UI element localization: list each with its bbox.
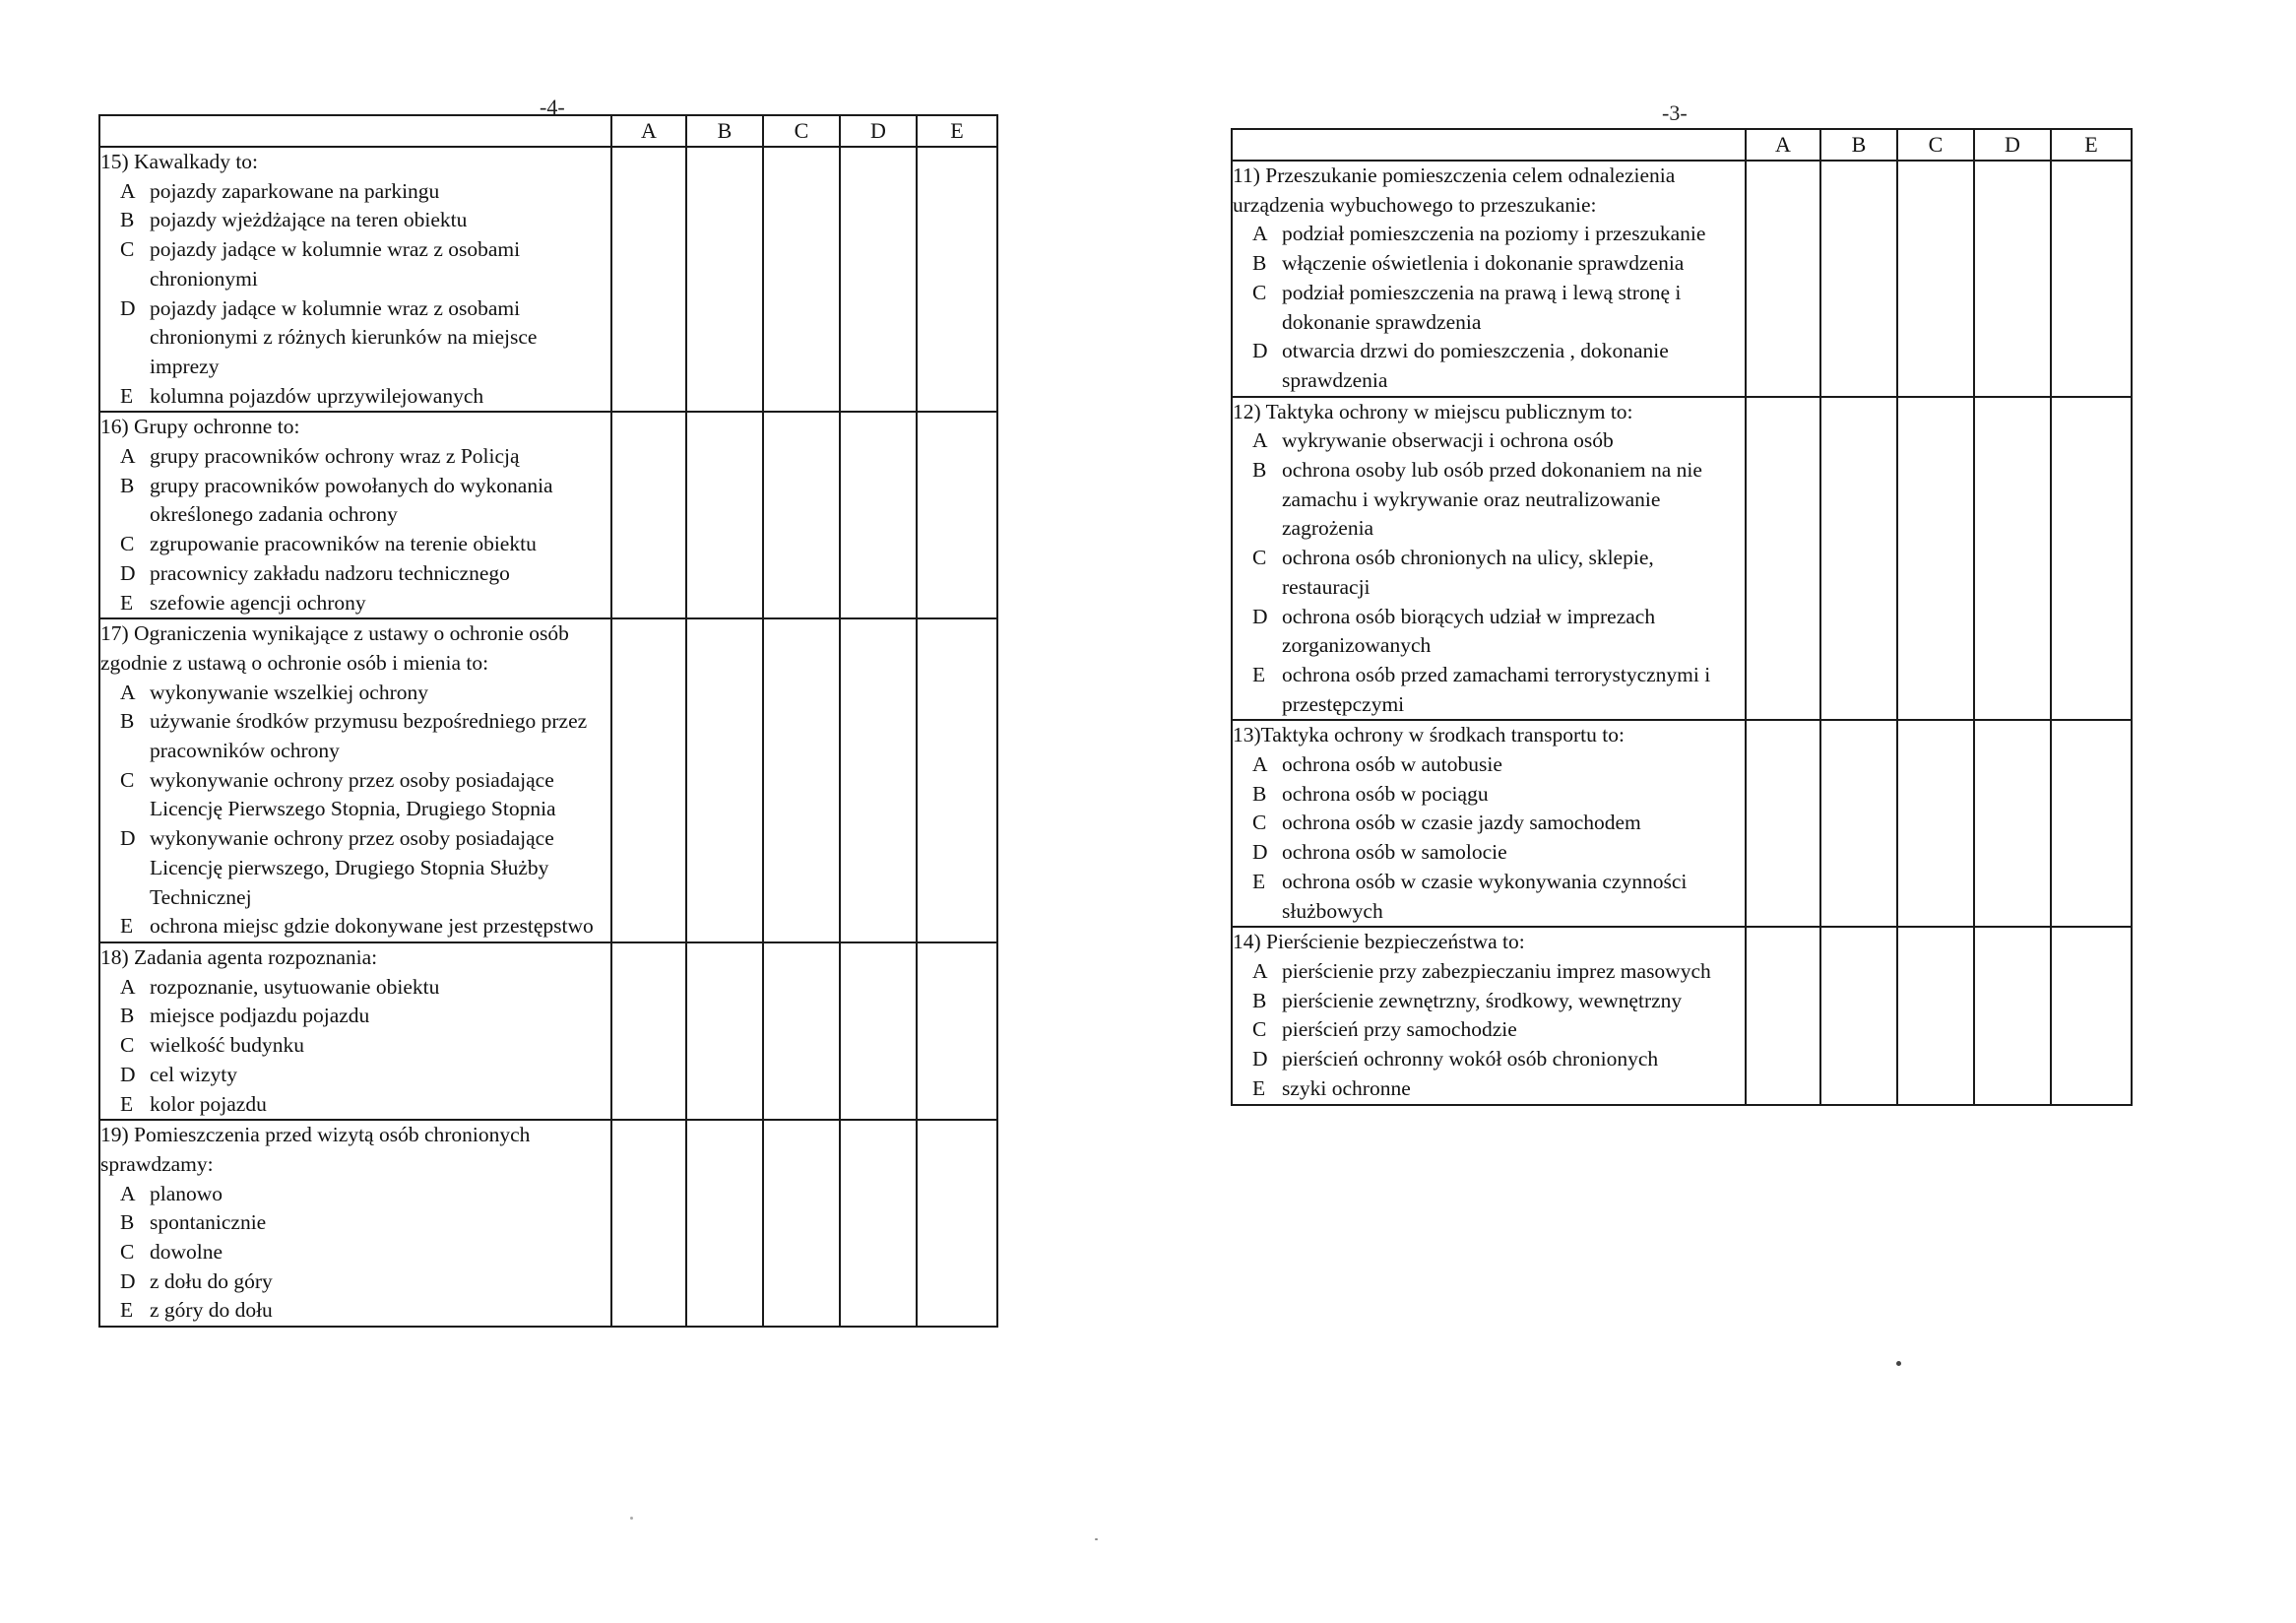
answer-box-d[interactable] [1974, 161, 2051, 397]
option-text: szefowie agencji ochrony [150, 590, 366, 615]
option-letter: E [1252, 662, 1266, 686]
option-text: pierścień przy samochodzie [1282, 1017, 1517, 1042]
option-letter: A [120, 680, 136, 704]
answer-option [100, 177, 610, 207]
option-letter: C [120, 767, 135, 792]
option-text: włączenie oświetlenia i dokonanie sprawdzenia [1282, 251, 1685, 276]
answer-box-a[interactable] [1746, 720, 1820, 927]
answer-option [100, 206, 610, 235]
option-text: pierścienie zewnętrzny, środkowy, wewnętrzny [1282, 988, 1683, 1012]
answer-option [100, 1002, 610, 1031]
answer-box-c[interactable] [763, 942, 840, 1120]
header-blank [1232, 129, 1746, 161]
answer-box-b[interactable] [686, 942, 763, 1120]
answer-option [100, 382, 610, 412]
option-letter: A [120, 178, 136, 203]
option-text: grupy pracowników ochrony wraz z Policją [150, 444, 520, 469]
answer-box-a[interactable] [611, 618, 686, 942]
option-letter: E [120, 1091, 134, 1116]
option-text: pojazdy jadące w kolumnie wraz z osobami chronionymi [150, 237, 521, 291]
option-text: wykonywanie wszelkiej ochrony [150, 680, 429, 704]
option-letter: A [1252, 428, 1268, 453]
option-letter: C [1252, 1017, 1267, 1042]
option-letter: C [120, 1240, 135, 1265]
answer-box-d[interactable] [1974, 720, 2051, 927]
question-cell [99, 618, 611, 942]
question-cell [99, 147, 611, 412]
option-letter: B [1252, 458, 1267, 483]
option-text: używanie środków przymusu bezpośredniego przez pracowników ochrony [150, 709, 588, 763]
answer-option [1233, 957, 1745, 987]
answer-option [100, 1031, 610, 1061]
answer-box-c[interactable] [763, 618, 840, 942]
option-letter: E [1252, 869, 1266, 893]
option-letter: C [120, 532, 135, 556]
question-title: 14) Pierścienie bezpieczeństwa to: [1233, 930, 1525, 954]
answer-box-e[interactable] [2051, 161, 2132, 397]
option-letter: B [120, 208, 135, 232]
answer-option [1233, 987, 1745, 1016]
answer-box-b[interactable] [1820, 161, 1897, 397]
question-cell [1232, 161, 1746, 397]
option-text: ochrona miejsc gdzie dokonywane jest przestępstwo [150, 914, 594, 939]
scan-speck [630, 1517, 633, 1520]
answer-box-c[interactable] [763, 1120, 840, 1327]
option-letter: B [120, 473, 135, 497]
column-header-b: B [686, 115, 763, 147]
answer-option [100, 235, 610, 293]
answer-box-d[interactable] [840, 412, 917, 618]
answer-option [100, 1238, 610, 1267]
answer-box-a[interactable] [1746, 927, 1820, 1104]
question-row [1232, 161, 2132, 397]
column-header-d: D [1974, 129, 2051, 161]
answer-option [100, 472, 610, 530]
answer-box-d[interactable] [840, 1120, 917, 1327]
scan-speck [1896, 1361, 1901, 1366]
answer-option [1233, 1074, 1745, 1104]
answer-box-d[interactable] [840, 618, 917, 942]
option-letter: E [120, 590, 134, 615]
option-letter: E [120, 383, 134, 408]
column-header-a: A [1746, 129, 1820, 161]
option-letter: B [120, 1210, 135, 1235]
option-letter: D [120, 295, 136, 320]
answer-box-e[interactable] [2051, 720, 2132, 927]
answer-option [100, 294, 610, 382]
option-text: pojazdy wjeżdżające na teren obiektu [150, 208, 468, 232]
option-letter: D [120, 1268, 136, 1293]
answer-option [1233, 456, 1745, 544]
option-text: szyki ochronne [1282, 1075, 1411, 1100]
option-letter: C [120, 1033, 135, 1058]
question-row [1232, 397, 2132, 721]
option-text: podział pomieszczenia na prawą i lewą stronę i dokonanie sprawdzenia [1282, 280, 1682, 334]
answer-box-b[interactable] [1820, 720, 1897, 927]
option-letter: E [120, 914, 134, 939]
question-cell [1232, 927, 1746, 1104]
option-letter: B [1252, 251, 1267, 276]
answer-box-b[interactable] [686, 412, 763, 618]
answer-table-right [1231, 128, 2133, 1106]
answer-option [1233, 426, 1745, 456]
column-header-e: E [917, 115, 997, 147]
option-text: ochrona osób biorących udział w imprezach zorganizowanych [1282, 604, 1656, 658]
option-text: wykrywanie obserwacji i ochrona osób [1282, 428, 1614, 453]
answer-option [1233, 750, 1745, 780]
answer-box-d[interactable] [840, 147, 917, 412]
option-letter: D [1252, 840, 1268, 865]
option-letter: A [1252, 222, 1268, 246]
answer-option [100, 707, 610, 765]
answer-box-a[interactable] [611, 412, 686, 618]
answer-box-c[interactable] [1897, 720, 1974, 927]
option-letter: D [120, 826, 136, 851]
answer-box-c[interactable] [1897, 927, 1974, 1104]
option-text: grupy pracowników powołanych do wykonania określonego zadania ochrony [150, 473, 553, 527]
answer-option [1233, 337, 1745, 395]
answer-option [100, 766, 610, 824]
answer-option [100, 559, 610, 589]
answer-box-a[interactable] [1746, 161, 1820, 397]
answer-option [1233, 544, 1745, 602]
answer-box-e[interactable] [917, 147, 997, 412]
question-row [99, 618, 997, 942]
answer-option [100, 1061, 610, 1090]
answer-option [1233, 220, 1745, 249]
answer-option [100, 1180, 610, 1209]
question-row [99, 412, 997, 618]
answer-option [1233, 780, 1745, 810]
option-letter: B [1252, 988, 1267, 1012]
answer-box-b[interactable] [686, 1120, 763, 1327]
answer-box-c[interactable] [1897, 397, 1974, 721]
option-text: pracownicy zakładu nadzoru technicznego [150, 560, 510, 585]
scan-speck [1095, 1538, 1098, 1540]
column-header-d: D [840, 115, 917, 147]
option-letter: E [120, 1298, 134, 1323]
answer-box-d[interactable] [1974, 397, 2051, 721]
column-header-e: E [2051, 129, 2132, 161]
page-number-right: -3- [1662, 100, 1688, 125]
option-letter: D [1252, 339, 1268, 363]
question-row [99, 147, 997, 412]
option-text: spontanicznie [150, 1210, 267, 1235]
answer-option [1233, 661, 1745, 719]
answer-option [100, 1296, 610, 1326]
option-letter: D [1252, 604, 1268, 628]
option-letter: B [120, 709, 135, 734]
option-text: ochrona osób w czasie jazdy samochodem [1282, 811, 1641, 835]
option-text: z góry do dołu [150, 1298, 273, 1323]
option-text: ochrona osób przed zamachami terrorystycznymi i przestępczymi [1282, 662, 1711, 716]
answer-box-b[interactable] [686, 147, 763, 412]
option-text: dowolne [150, 1240, 223, 1265]
option-letter: D [120, 1062, 136, 1086]
option-letter: C [1252, 546, 1267, 570]
answer-option [1233, 603, 1745, 661]
option-letter: D [120, 560, 136, 585]
option-text: kolumna pojazdów uprzywilejowanych [150, 383, 484, 408]
answer-box-a[interactable] [611, 942, 686, 1120]
answer-option [100, 1267, 610, 1297]
answer-option [100, 679, 610, 708]
answer-option [1233, 838, 1745, 868]
answer-option [100, 973, 610, 1003]
question-row [1232, 927, 2132, 1104]
answer-box-e[interactable] [917, 1120, 997, 1327]
answer-box-b[interactable] [1820, 397, 1897, 721]
answer-box-c[interactable] [763, 412, 840, 618]
answer-box-a[interactable] [611, 1120, 686, 1327]
option-letter: A [120, 974, 136, 999]
question-row [99, 942, 997, 1120]
option-text: planowo [150, 1181, 223, 1205]
option-text: podział pomieszczenia na poziomy i przeszukanie [1282, 222, 1706, 246]
question-title: 12) Taktyka ochrony w miejscu publicznym to: [1233, 399, 1633, 423]
answer-box-a[interactable] [611, 147, 686, 412]
option-letter: C [120, 237, 135, 262]
option-text: wielkość budynku [150, 1033, 305, 1058]
option-text: pierścienie przy zabezpieczaniu imprez masowych [1282, 958, 1711, 983]
answer-box-c[interactable] [763, 147, 840, 412]
option-text: z dołu do góry [150, 1268, 273, 1293]
answer-option [100, 824, 610, 912]
option-letter: B [1252, 781, 1267, 806]
answer-option [1233, 249, 1745, 279]
option-text: kolor pojazdu [150, 1091, 267, 1116]
option-text: otwarcia drzwi do pomieszczenia , dokonanie sprawdzenia [1282, 339, 1669, 392]
option-text: wykonywanie ochrony przez osoby posiadające Licencję Pierwszego Stopnia, Drugiego Stopnia [150, 767, 556, 821]
answer-box-e[interactable] [917, 618, 997, 942]
question-title: 17) Ograniczenia wynikające z ustawy o ochronie osób zgodnie z ustawą o ochronie osób i mienia to: [100, 621, 569, 675]
option-text: ochrona osób w pociągu [1282, 781, 1489, 806]
question-row [1232, 720, 2132, 927]
option-text: pojazdy jadące w kolumnie wraz z osobami chronionymi z różnych kierunków na miejsce imprezy [150, 295, 538, 378]
answer-box-e[interactable] [917, 942, 997, 1120]
option-letter: C [1252, 811, 1267, 835]
option-text: ochrona osób w samolocie [1282, 840, 1507, 865]
option-letter: A [120, 444, 136, 469]
column-header-b: B [1820, 129, 1897, 161]
answer-box-b[interactable] [1820, 927, 1897, 1104]
option-letter: A [120, 1181, 136, 1205]
column-header-a: A [611, 115, 686, 147]
answer-box-e[interactable] [2051, 927, 2132, 1104]
answer-table-left [98, 114, 998, 1328]
option-text: ochrona osób w autobusie [1282, 752, 1502, 777]
answer-option [100, 530, 610, 559]
option-text: wykonywanie ochrony przez osoby posiadające Licencję pierwszego, Drugiego Stopnia Służby Technicznej [150, 826, 554, 909]
answer-option [1233, 868, 1745, 926]
option-letter: B [120, 1004, 135, 1028]
question-title: 16) Grupy ochronne to: [100, 415, 300, 439]
option-letter: D [1252, 1047, 1268, 1071]
page-number-left: -4- [540, 95, 565, 119]
column-header-c: C [763, 115, 840, 147]
answer-option [100, 1090, 610, 1120]
option-text: zgrupowanie pracowników na terenie obiektu [150, 532, 537, 556]
question-title: 18) Zadania agenta rozpoznania: [100, 944, 378, 969]
option-letter: C [1252, 280, 1267, 304]
header-blank [99, 115, 611, 147]
answer-box-e[interactable] [917, 412, 997, 618]
answer-box-d[interactable] [840, 942, 917, 1120]
question-title: 15) Kawalkady to: [100, 150, 259, 173]
question-cell [1232, 720, 1746, 927]
answer-box-b[interactable] [686, 618, 763, 942]
option-letter: A [1252, 752, 1268, 777]
question-title: 11) Przeszukanie pomieszczenia celem odnalezienia urządzenia wybuchowego to przeszukanie: [1233, 163, 1676, 217]
answer-box-c[interactable] [1897, 161, 1974, 397]
option-letter: A [1252, 958, 1268, 983]
answer-option [1233, 1045, 1745, 1074]
answer-box-e[interactable] [2051, 397, 2132, 721]
option-text: pojazdy zaparkowane na parkingu [150, 178, 440, 203]
question-title: 19) Pomieszczenia przed wizytą osób chronionych sprawdzamy: [100, 1123, 531, 1176]
answer-box-d[interactable] [1974, 927, 2051, 1104]
answer-option [100, 442, 610, 472]
answer-option [100, 589, 610, 618]
option-text: pierścień ochronny wokół osób chronionych [1282, 1047, 1659, 1071]
question-title: 13)Taktyka ochrony w środkach transportu to: [1233, 723, 1625, 747]
option-text: ochrona osób w czasie wykonywania czynności służbowych [1282, 869, 1688, 923]
option-text: ochrona osób chronionych na ulicy, sklepie, restauracji [1282, 546, 1654, 599]
column-header-c: C [1897, 129, 1974, 161]
question-cell [99, 412, 611, 618]
option-letter: E [1252, 1075, 1266, 1100]
answer-option [1233, 279, 1745, 337]
option-text: miejsce podjazdu pojazdu [150, 1004, 370, 1028]
answer-option [1233, 1015, 1745, 1045]
option-text: rozpoznanie, usytuowanie obiektu [150, 974, 440, 999]
question-cell [1232, 397, 1746, 721]
answer-option [1233, 809, 1745, 838]
question-cell [99, 942, 611, 1120]
question-row [99, 1120, 997, 1327]
option-text: ochrona osoby lub osób przed dokonaniem na nie zamachu i wykrywanie oraz neutralizowanie zagrożenia [1282, 458, 1702, 541]
answer-option [100, 1208, 610, 1238]
option-text: cel wizyty [150, 1062, 237, 1086]
answer-box-a[interactable] [1746, 397, 1820, 721]
answer-option [100, 912, 610, 941]
question-cell [99, 1120, 611, 1327]
